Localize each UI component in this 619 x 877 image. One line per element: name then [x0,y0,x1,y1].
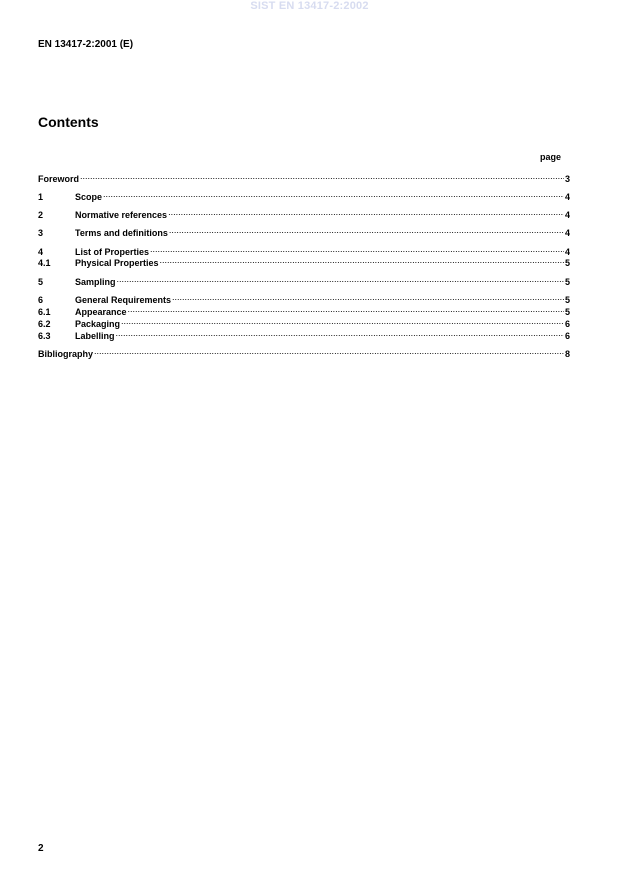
toc-entry-number: 6.3 [38,331,51,341]
toc-entry-number: 6 [38,295,44,305]
toc-entry-physical-properties[interactable] [38,255,570,266]
page-column-label: page [540,152,562,162]
toc-entry-title: Bibliography [38,349,94,359]
toc-entry-page: 6 [564,331,570,341]
toc-dot-leader [103,189,564,200]
toc-dot-leader [116,328,564,339]
toc-entry-title: Normative references [75,210,168,220]
toc-dot-leader [150,244,564,255]
toc-entry-foreword[interactable] [38,171,570,182]
toc-entry-page: 5 [564,295,570,305]
toc-entry-title: Terms and definitions [75,228,168,238]
toc-entry-sampling[interactable] [38,274,570,285]
watermark: SIST EN 13417-2:2002 [250,0,369,12]
toc-entry-scope[interactable] [38,189,570,200]
toc-entry-page: 5 [564,307,570,317]
toc-dot-leader [160,255,564,266]
toc-dot-leader [128,304,564,315]
document-identifier: EN 13417-2:2001 (E) [38,39,134,50]
toc-entry-page: 4 [564,247,570,257]
toc-entry-title: Scope [75,192,103,202]
toc-entry-page: 5 [564,277,570,287]
toc-entry-page: 6 [564,319,570,329]
toc-entry-number: 4.1 [38,258,51,268]
toc-dot-leader [80,171,564,182]
toc-entry-title: General Requirements [75,295,172,305]
toc-entry-title: Sampling [75,277,116,287]
toc-entry-number: 1 [38,192,44,202]
toc-entry-terms-and-definitions[interactable] [38,225,570,236]
toc-entry-number: 5 [38,277,44,287]
toc-dot-leader [168,207,564,218]
toc-dot-leader [117,274,564,285]
toc-entry-page: 4 [564,228,570,238]
toc-entry-title: Appearance [75,307,127,317]
toc-entry-title: Packaging [75,319,121,329]
toc-dot-leader [172,292,564,303]
toc-entry-title: Labelling [75,331,115,341]
toc-entry-general-requirements[interactable] [38,292,570,303]
toc-entry-page: 3 [564,174,570,184]
toc-entry-number: 6.1 [38,307,51,317]
toc-entry-number: 6.2 [38,319,51,329]
toc-entry-number: 4 [38,247,44,257]
toc-entry-normative-references[interactable] [38,207,570,218]
toc-entry-number: 3 [38,228,44,238]
toc-entry-list-of-properties[interactable] [38,244,570,255]
toc-entry-page: 8 [564,349,570,359]
toc-entry-appearance[interactable] [38,304,570,315]
toc-entry-title: Physical Properties [75,258,159,268]
toc-entry-packaging[interactable] [38,316,570,327]
page-number: 2 [38,843,44,854]
toc-dot-leader [94,346,564,357]
contents-heading: Contents [38,114,99,130]
toc-entry-number: 2 [38,210,44,220]
toc-entry-page: 4 [564,210,570,220]
toc-entry-labelling[interactable] [38,328,570,339]
toc-dot-leader [121,316,564,327]
toc-entry-page: 5 [564,258,570,268]
toc-entry-title: Foreword [38,174,80,184]
toc-dot-leader [169,225,564,236]
toc-entry-title: List of Properties [75,247,150,257]
toc-entry-bibliography[interactable] [38,346,570,357]
toc-entry-page: 4 [564,192,570,202]
